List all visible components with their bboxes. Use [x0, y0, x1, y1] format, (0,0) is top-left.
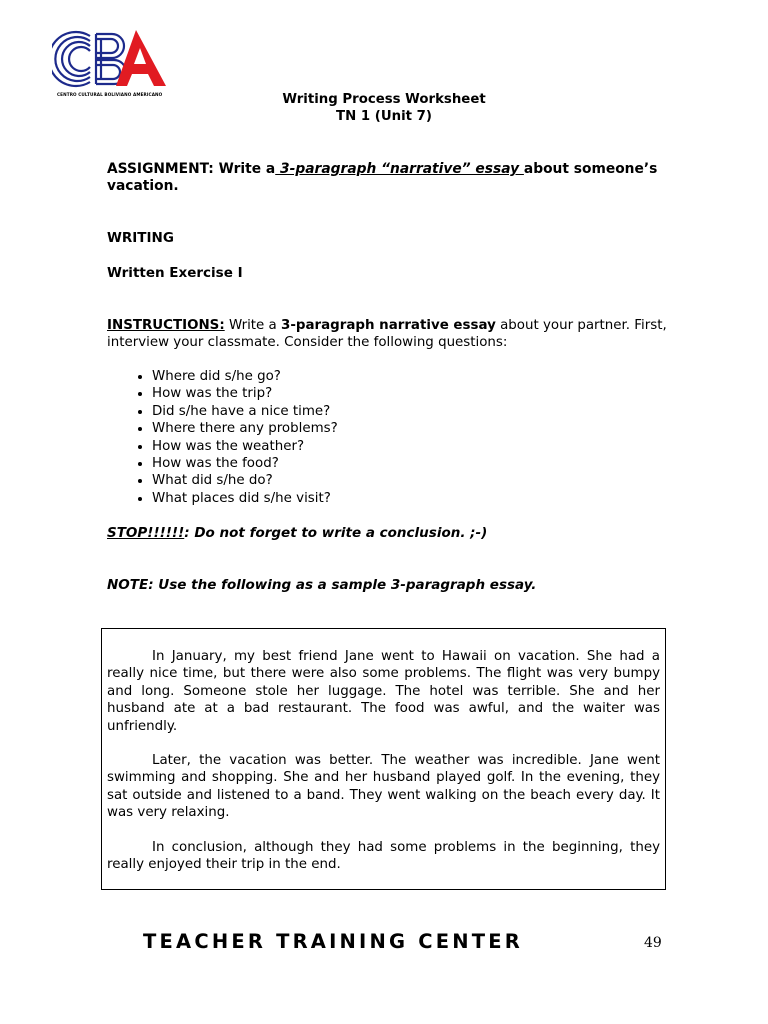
list-item: • Where there any problems?	[152, 420, 338, 437]
list-item: • Where did s/he go?	[152, 368, 338, 385]
stop-label: STOP!!!!!!	[107, 525, 185, 541]
instructions-bold: 3-paragraph narrative essay	[281, 318, 496, 333]
question-list	[130, 368, 338, 507]
essay-paragraph: Later, the vacation was better. The weather was incredible. Jane went swimming and shopping. She and her husband played golf. In the evening, they sat outside and listened to a band. They went walking on the beach every day. It was very relaxing.	[107, 753, 660, 821]
list-item: • How was the trip?	[152, 385, 338, 402]
essay-paragraph: In January, my best friend Jane went to Hawaii on vacation. She had a really nice time, but there were also some problems. The flight was very bumpy and long. Someone stole her luggage. The hotel was terrible. She and her husband ate at a bad restaurant. The food was awful, and the waiter was unfriendly.	[107, 649, 660, 734]
logo-caption: CENTRO CULTURAL BOLIVIANO AMERICANO	[57, 92, 163, 97]
section-heading: WRITING	[107, 230, 174, 246]
instructions-post: about your partner. First, interview your classmate. Consider the following questions:	[107, 318, 667, 350]
instructions	[107, 317, 667, 351]
footer-title: TEACHER TRAINING CENTER	[143, 930, 524, 953]
cba-logo	[52, 26, 170, 102]
list-item: • Did s/he have a nice time?	[152, 403, 338, 420]
list-item: • What did s/he do?	[152, 472, 338, 489]
assignment-label: ASSIGNMENT: Write a	[107, 161, 276, 177]
stop-reminder	[107, 525, 667, 542]
essay-paragraph: In conclusion, although they had some problems in the beginning, they really enjoyed their trip in the end.	[107, 839, 660, 873]
worksheet-subtitle: TN 1 (Unit 7)	[336, 109, 432, 124]
assignment-rest: about someone’s vacation.	[107, 161, 658, 194]
exercise-heading: Written Exercise I	[107, 265, 243, 281]
instructions-label: INSTRUCTIONS:	[107, 318, 225, 333]
worksheet-title: Writing Process Worksheet	[282, 92, 486, 107]
assignment	[107, 161, 667, 195]
stop-text: : Do not forget to write a conclusion. ;-)	[184, 525, 488, 541]
list-item: • How was the weather?	[152, 438, 338, 455]
sample-essay-box	[101, 628, 666, 890]
cba-logo-mark	[52, 26, 170, 92]
page-number: 49	[644, 935, 662, 951]
note: NOTE: Use the following as a sample 3-paragraph essay.	[107, 577, 537, 593]
instructions-pre: Write a	[224, 318, 282, 333]
assignment-emphasis: 3-paragraph “narrative” essay	[275, 161, 524, 177]
list-item: • What places did s/he visit?	[152, 490, 338, 507]
list-item: • How was the food?	[152, 455, 338, 472]
